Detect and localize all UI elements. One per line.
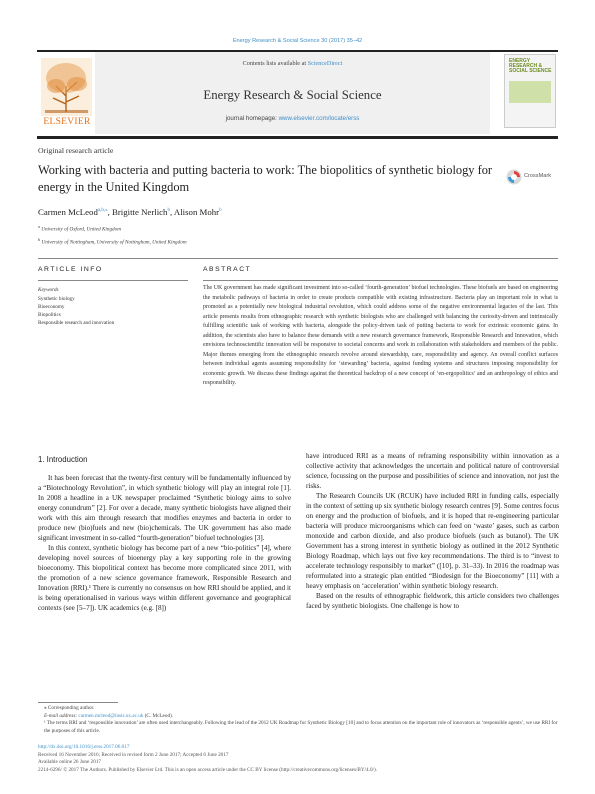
homepage-prefix: journal homepage: [225, 115, 279, 122]
received-dates: Received 16 November 2016; Received in revised form 2 June 2017; Accepted 6 June 2017 [38, 751, 229, 758]
journal-reference[interactable]: Energy Research & Social Science 30 (2017) 35–42 [232, 38, 363, 44]
article-type: Original research article [38, 146, 114, 155]
body-paragraph: In this context, synthetic biology has become part of a new “bio-politics” [4], where developing novel sources of bioenergy play a key supporting role in the growing bioeconomy. This biopolitical context has become more complicated since 2011, with the promotion of a new science governance framework, Responsible Research and Innovation (RRI).¹ There is currently no consensus on how RRI should be applied, and it is being operationalised in various ways within different governance and geographical contexts (see [5–7]). UK academics (e.g. [8]) [38, 544, 291, 613]
body-column-right [306, 451, 559, 611]
author-affiliation-marker[interactable]: b [219, 208, 222, 214]
corresponding-author-note: ⁎ Corresponding author. [44, 705, 95, 711]
affiliation-item: $^b$ University of Nottingham, University of Nottingham, United Kingdom [38, 236, 187, 246]
cover-graphic [509, 81, 551, 103]
author-name[interactable]: Carmen McLeod [38, 207, 98, 217]
keywords-label: Keywords [38, 287, 59, 293]
article-info-heading: ARTICLE INFO [38, 266, 103, 273]
journal-cover-thumbnail[interactable] [504, 54, 556, 128]
abstract-heading: ABSTRACT [203, 266, 252, 273]
contents-line [95, 60, 490, 67]
header-bottom-rule [37, 136, 558, 139]
contents-prefix: Contents lists available at [242, 60, 308, 67]
author-affiliation-marker[interactable]: a,b,⁎ [97, 208, 108, 214]
keyword-item: Responsible research and innovation [38, 320, 115, 326]
author-list: Carmen McLeod$^{a,b,⁎}$, Brigitte Nerlich$^b$, Alison Mohr$^b$ [38, 207, 222, 217]
footnote-1: ¹ The terms RRI and ‘responsible innovation’ are often used interchangeably. Following the lead of the 2012 UK Roadmap for Synthetic Biology [10] and to focus attention on the important role of innovators as ‘responsible agents’, we use RRI for the purposes of this article. [44, 720, 558, 734]
affiliation-item: $^a$ University of Oxford, United Kingdom [38, 224, 121, 233]
crossmark-icon [506, 169, 522, 185]
article-footer [38, 744, 558, 774]
sciencedirect-link[interactable]: ScienceDirect [307, 60, 343, 67]
email-note: E-mail address: carmen.mcleod@insis.ox.ac.uk (C. McLeod). [44, 712, 174, 719]
keyword-item: Biopolitics [38, 312, 61, 318]
author-name[interactable]: Alison Mohr [173, 207, 220, 217]
keyword-item: Synthetic biology [38, 296, 75, 302]
author-name[interactable]: Brigitte Nerlich [112, 207, 168, 217]
homepage-line [95, 115, 490, 122]
footnote-rule [38, 702, 118, 703]
article-title: Working with bacteria and putting bacteria to work: The biopolitics of synthetic biology for energy in the United Kingdom [38, 163, 493, 194]
license-line: 2214-6296/ © 2017 The Authors. Published by Elsevier Ltd. This is an open access article under the CC BY license (http://creativecommons.org/licenses/BY/4.0/). [38, 766, 378, 773]
affiliation-list [38, 222, 187, 247]
introduction-heading: 1. Introduction [38, 455, 88, 464]
crossmark-badge[interactable] [506, 168, 556, 186]
publisher-name: ELSEVIER [43, 117, 91, 127]
author-affiliation-marker[interactable]: b [167, 208, 170, 214]
footnotes [38, 705, 558, 735]
crossmark-label: CrossMark [524, 173, 552, 179]
article-info-rule [38, 280, 188, 281]
homepage-link[interactable]: www.elsevier.com/locate/erss [278, 115, 360, 122]
cover-title: ENERGY RESEARCH & SOCIAL SCIENCE [509, 58, 552, 75]
email-link[interactable]: carmen.mcleod@insis.ox.ac.uk [78, 712, 144, 719]
body-column-left [38, 473, 291, 613]
body-paragraph: Based on the results of ethnographic fieldwork, this article considers two challenges faced by synthetic biologists. One challenge is how to [306, 592, 559, 611]
keyword-item: Bioeconomy [38, 304, 65, 310]
doi-link[interactable]: http://dx.doi.org/10.1016/j.erss.2017.06.017 [38, 744, 130, 750]
keywords-list [38, 295, 114, 327]
available-online: Available online 26 June 2017 [38, 759, 102, 766]
body-paragraph: have introduced RRI as a means of reframing responsibility within innovation as a collective activity that acknowledges the uncertain and political nature of controversial science, focussing on the purpose and possibilities of science and innovation, not just the risks. [306, 452, 559, 491]
journal-title: Energy Research & Social Science [203, 88, 382, 102]
body-paragraph: It has been forecast that the twenty-first century will be fundamentally influenced by a “Biotechnology Revolution”, in which synthetic biology will play an integral role [1]. In 2008 a headline in a UK newspaper proclaimed “Synthetic biology aims to solve energy conundrum” [2]. For over a decade, many synthetic biologists have aligned their work with this aim through research that modifies enzymes and bacteria in order to produce new (bio)fuels and new (bio)chemicals. The UK government has also made significant investment in so-called “fourth-generation” biofuel technologies [3]. [38, 474, 291, 543]
body-paragraph: The Research Councils UK (RCUK) have included RRI in funding calls, especially in the context of setting up six synthetic biology research centres [9]. Some centres focus on energy and the production of biofuels, and it is hoped that re-engineering particular bacteria will produce microorganisms which can feed on ‘waste’ gases, such as carbon monoxide and carbon dioxide, and also produce biofuels (such as butanol). The UK Government has a strong interest in synthetic biology as outlined in the 2012 Synthetic Biology Roadmap, which lays out five key recommendations. The third is to “invest to accelerate technology responsibly to market” ([10], p. 31–33). In 2016 the roadmap was reformulated into a strategic plan entitled “Biodesign for the Bioeconomy” [11] with a heavy emphasis on ‘acceleration’ within synthetic biology research. [306, 492, 559, 591]
abstract-rule [203, 280, 558, 281]
abstract-text: The UK government has made significant investment into so-called ‘fourth-generation’ biofuel technologies. These biofuels are based on engineering the metabolic pathways of bacteria in order to create products compatible with existing infrastructure. Bacteria play an important role in what is promoted as a potentially new biological industrial revolution, which could address some of the negative environmental legacies of the last. This article presents results from ethnographic research with synthetic biologists who are challenged with balancing the curiosity-driven and intrinsically fulfilling scientific task of working with bacteria, alongside the policy-driven task of putting bacteria to work for extrinsic economic gains. In addition, the scientists also have to balance these demands with a new research governance framework, Responsible Research and Innovation, which envisions technoscientific innovation will be responsive to societal concerns and work in collaboration with stakeholders and members of the public. Major themes emerging from the ethnographic research revolve around stewardship, care, responsibility and agency. An overall conflict surfaces between individual agents assuming responsibility for ‘stewarding’ bacteria, against funding systems and structures imposing responsibility for economic growth. We discuss these findings against the theoretical backdrop of a new concept of ‘en-ergopolitics’ and an anthropology of ethics and responsibility. [203, 285, 558, 387]
section-divider [38, 258, 558, 259]
